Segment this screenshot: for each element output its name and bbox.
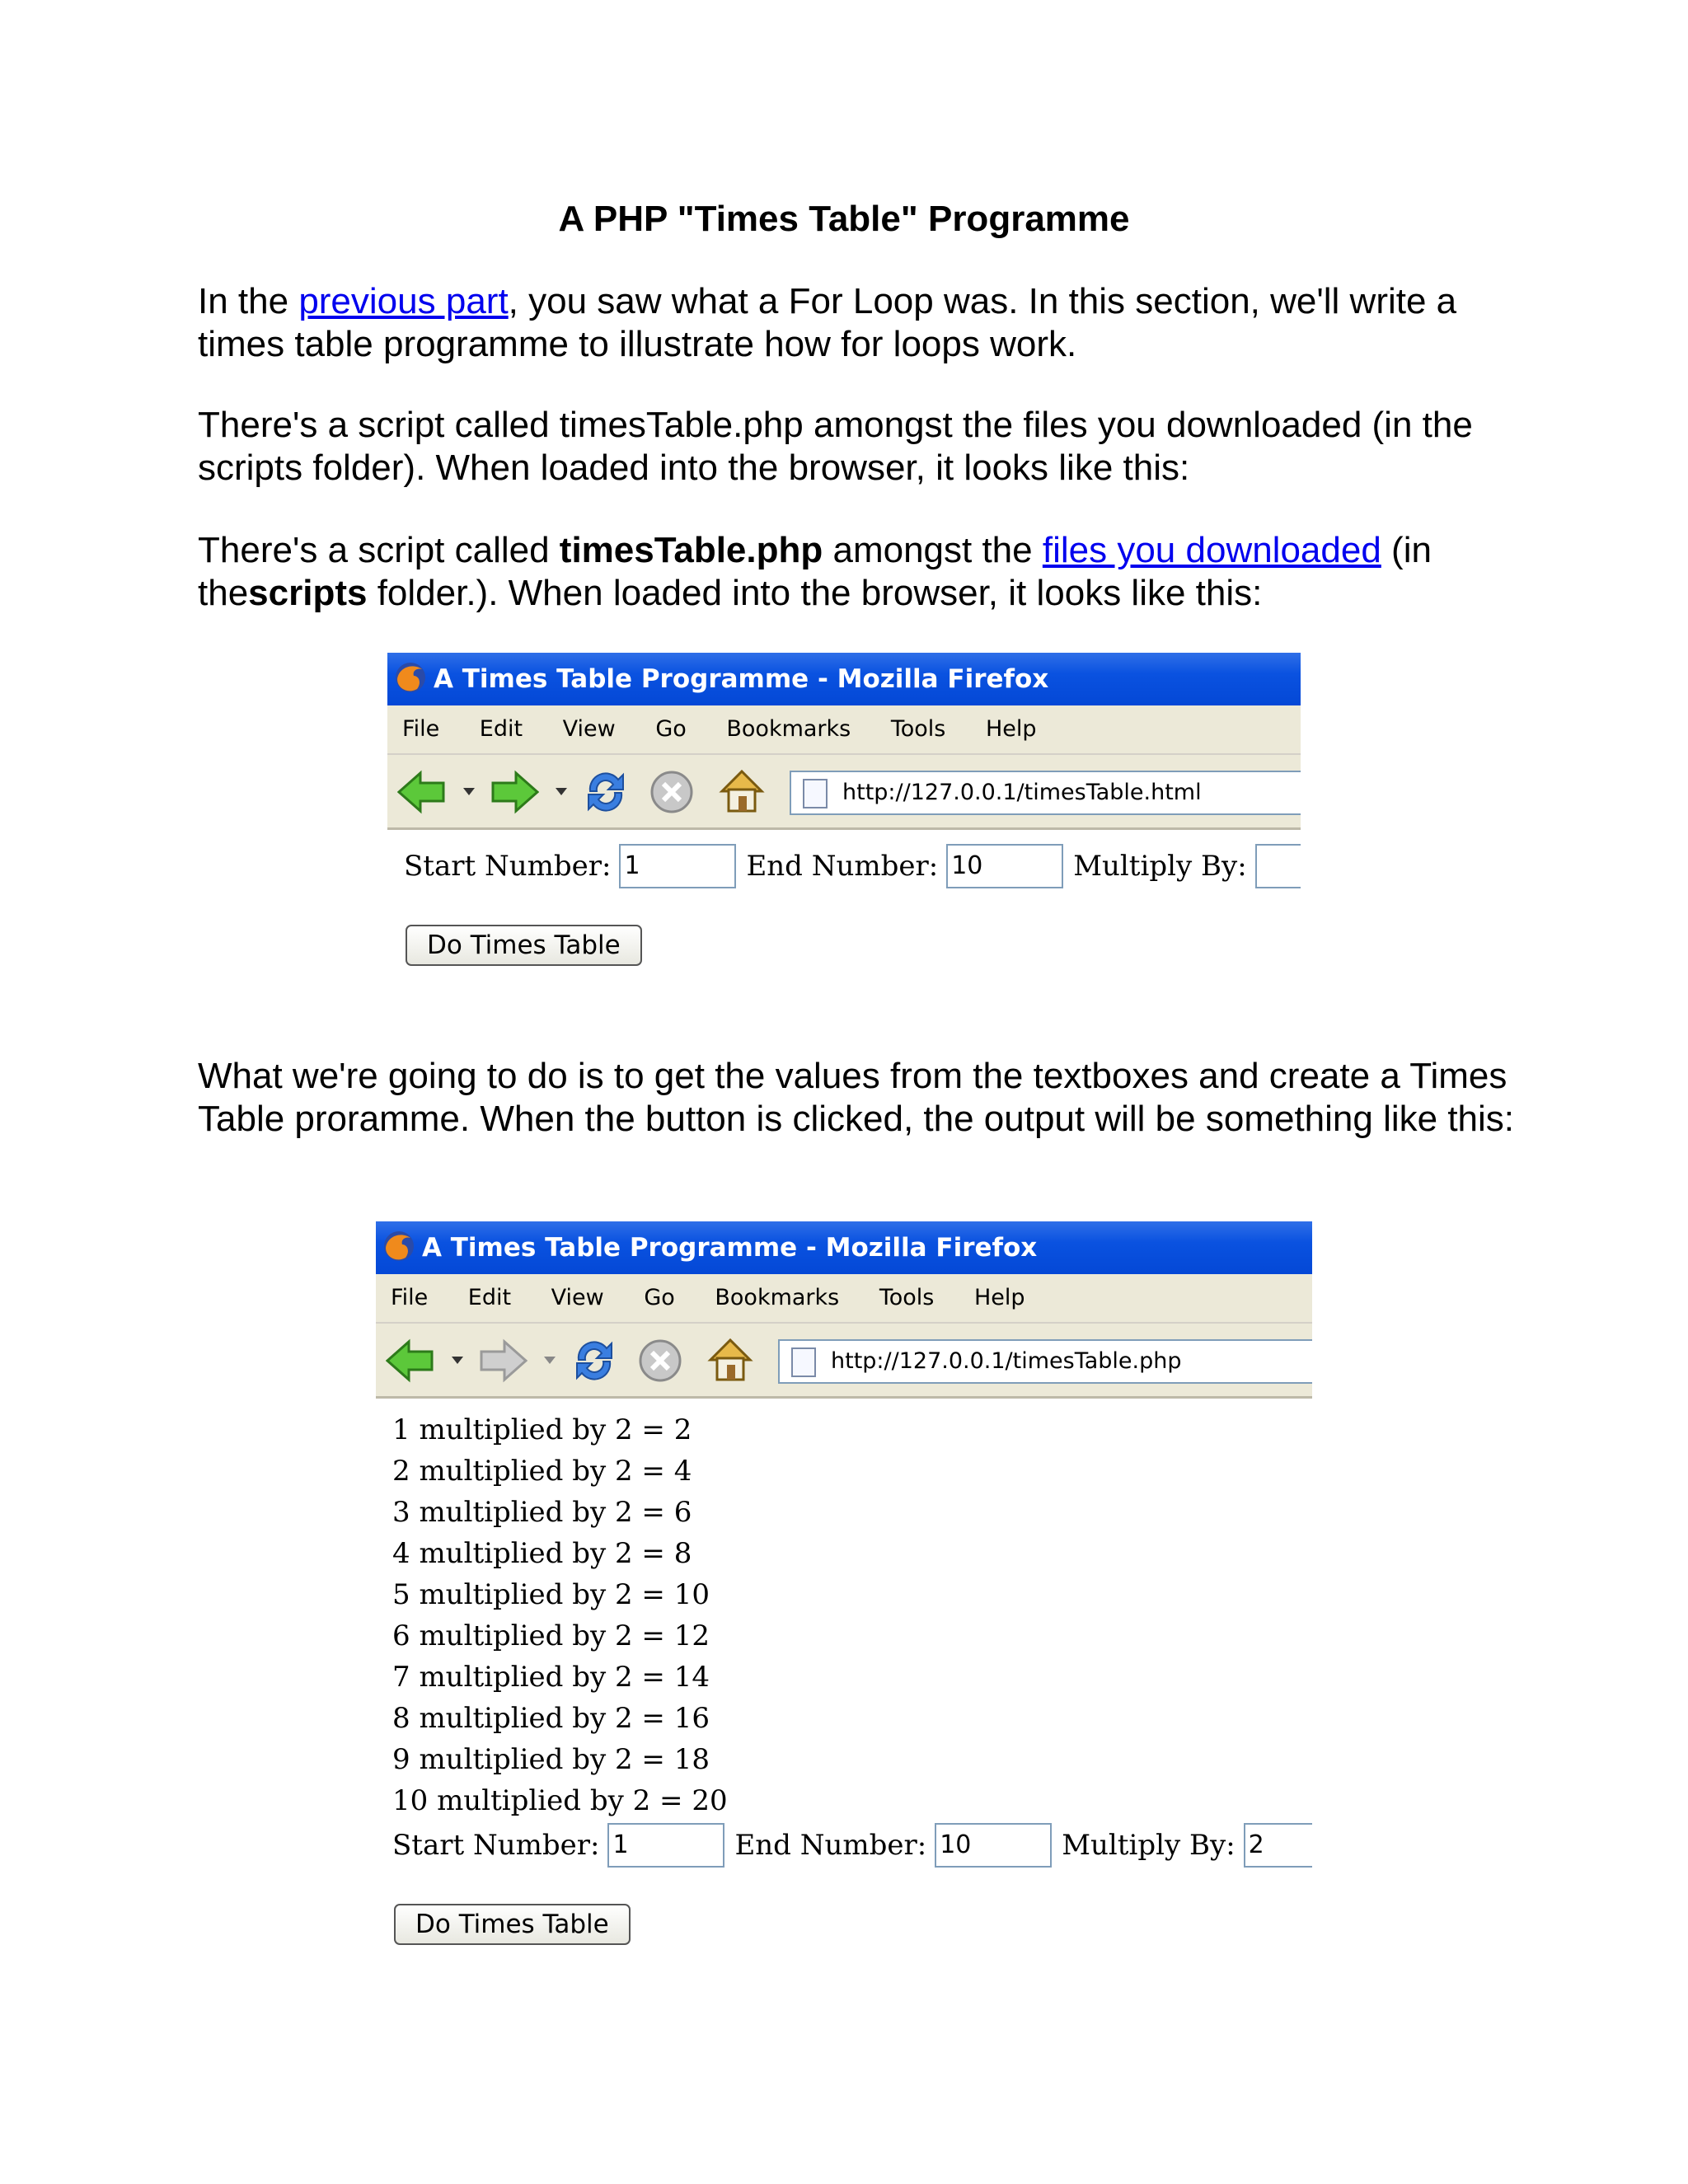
menu-edit[interactable]: Edit: [479, 716, 523, 742]
times-table-form: [392, 1823, 1312, 1868]
forward-arrow-icon[interactable]: [490, 770, 539, 814]
reload-icon[interactable]: [570, 1337, 618, 1385]
multiply-by-input[interactable]: 2: [1244, 1823, 1312, 1868]
script-paragraph-formatted: [198, 529, 1517, 615]
page-title: A PHP "Times Table" Programme: [558, 199, 1130, 239]
navigation-toolbar: [376, 1324, 1312, 1399]
output-line: 4 multiplied by 2 = 8: [392, 1537, 692, 1570]
home-icon[interactable]: [706, 1335, 755, 1385]
navigation-toolbar: [387, 755, 1301, 830]
do-times-table-button[interactable]: Do Times Table: [394, 1904, 631, 1945]
window-titlebar: [387, 653, 1301, 705]
multiply-by-label: Multiply By:: [1073, 850, 1247, 883]
firefox-icon: [382, 1230, 415, 1263]
page-icon: [791, 1347, 816, 1377]
window-title: A Times Table Programme - Mozilla Firefox: [422, 1233, 1038, 1263]
do-times-table-button[interactable]: Do Times Table: [406, 925, 642, 966]
para3-text: There's a script called: [198, 530, 560, 570]
window-titlebar: [376, 1221, 1312, 1274]
address-url: http://127.0.0.1/timesTable.php: [831, 1348, 1182, 1374]
filename-bold: timesTable.php: [559, 530, 823, 570]
output-line: 10 multiplied by 2 = 20: [392, 1784, 728, 1817]
back-dropdown-icon[interactable]: [463, 788, 475, 796]
menu-view[interactable]: View: [551, 1285, 604, 1310]
menu-bookmarks[interactable]: Bookmarks: [715, 1285, 840, 1310]
menu-go[interactable]: Go: [655, 716, 687, 742]
times-table-output: [392, 1409, 728, 1821]
script-paragraph-text: There's a script called timesTable.php amongst the files you downloaded (in the scripts folder). When loaded into the browser, it looks like this:: [198, 405, 1473, 488]
address-bar[interactable]: [790, 771, 1301, 815]
menu-bookmarks[interactable]: Bookmarks: [726, 716, 851, 742]
end-number-input[interactable]: 10: [935, 1823, 1052, 1868]
back-arrow-icon[interactable]: [397, 770, 447, 814]
stop-icon[interactable]: [649, 770, 694, 814]
multiply-by-label: Multiply By:: [1062, 1829, 1236, 1862]
forward-dropdown-icon[interactable]: [544, 1357, 556, 1365]
menu-file[interactable]: File: [391, 1285, 429, 1310]
reload-icon[interactable]: [582, 768, 630, 816]
back-arrow-icon[interactable]: [386, 1338, 435, 1383]
menu-view[interactable]: View: [562, 716, 616, 742]
output-line: 1 multiplied by 2 = 2: [392, 1413, 692, 1446]
start-number-input[interactable]: 1: [607, 1823, 724, 1868]
output-line: 8 multiplied by 2 = 16: [392, 1702, 710, 1735]
para3-text: amongst the: [823, 530, 1043, 570]
start-number-label: Start Number:: [404, 850, 612, 883]
output-paragraph-text: What we're going to do is to get the values from the textboxes and create a Times Table proramme. When the button is clicked, the output will be something like this:: [198, 1056, 1515, 1139]
end-number-label: End Number:: [746, 850, 939, 883]
output-line: 5 multiplied by 2 = 10: [392, 1578, 710, 1611]
menu-tools[interactable]: Tools: [890, 716, 946, 742]
end-number-input[interactable]: 10: [946, 844, 1063, 888]
browser-screenshot-form: [387, 653, 1301, 991]
output-line: 2 multiplied by 2 = 4: [392, 1455, 692, 1488]
menu-file[interactable]: File: [402, 716, 440, 742]
forward-arrow-icon[interactable]: [478, 1338, 528, 1383]
script-paragraph-plain: [198, 404, 1517, 490]
page-icon: [803, 779, 828, 808]
output-line: 7 multiplied by 2 = 14: [392, 1661, 710, 1694]
start-number-label: Start Number:: [392, 1829, 600, 1862]
browser-screenshot-output: [376, 1221, 1312, 1947]
output-paragraph: [198, 1055, 1517, 1141]
output-line: 3 multiplied by 2 = 6: [392, 1496, 692, 1529]
times-table-form: [404, 844, 1301, 888]
menu-bar: [376, 1274, 1312, 1324]
output-line: 9 multiplied by 2 = 18: [392, 1743, 710, 1776]
intro-paragraph: [198, 280, 1517, 366]
multiply-by-input[interactable]: [1255, 844, 1301, 888]
address-bar[interactable]: [778, 1339, 1312, 1384]
menu-help[interactable]: Help: [973, 1285, 1025, 1310]
home-icon[interactable]: [717, 766, 767, 816]
scripts-bold: scripts: [248, 573, 368, 613]
para3-text: folder.). When loaded into the browser, it looks like this:: [367, 573, 1263, 613]
address-url: http://127.0.0.1/timesTable.html: [842, 780, 1202, 805]
menu-help[interactable]: Help: [985, 716, 1037, 742]
end-number-label: End Number:: [734, 1829, 927, 1862]
intro-text: In the: [198, 281, 299, 321]
firefox-icon: [394, 661, 427, 694]
menu-edit[interactable]: Edit: [467, 1285, 512, 1310]
intro-text-cont: , you saw what a For Loop was. In this section, we'll write a times table programme to illustrate how for loops work.: [198, 281, 1457, 364]
previous-part-link[interactable]: previous part: [298, 281, 509, 321]
stop-icon[interactable]: [638, 1338, 682, 1383]
menu-tools[interactable]: Tools: [879, 1285, 935, 1310]
para3-text: (in the: [198, 530, 1432, 613]
back-dropdown-icon[interactable]: [452, 1357, 463, 1365]
window-title: A Times Table Programme - Mozilla Firefox: [434, 664, 1049, 694]
output-line: 6 multiplied by 2 = 12: [392, 1619, 710, 1652]
files-downloaded-link[interactable]: files you downloaded: [1042, 530, 1381, 570]
start-number-input[interactable]: 1: [619, 844, 736, 888]
forward-dropdown-icon[interactable]: [556, 788, 567, 796]
menu-bar: [387, 705, 1301, 755]
menu-go[interactable]: Go: [644, 1285, 675, 1310]
